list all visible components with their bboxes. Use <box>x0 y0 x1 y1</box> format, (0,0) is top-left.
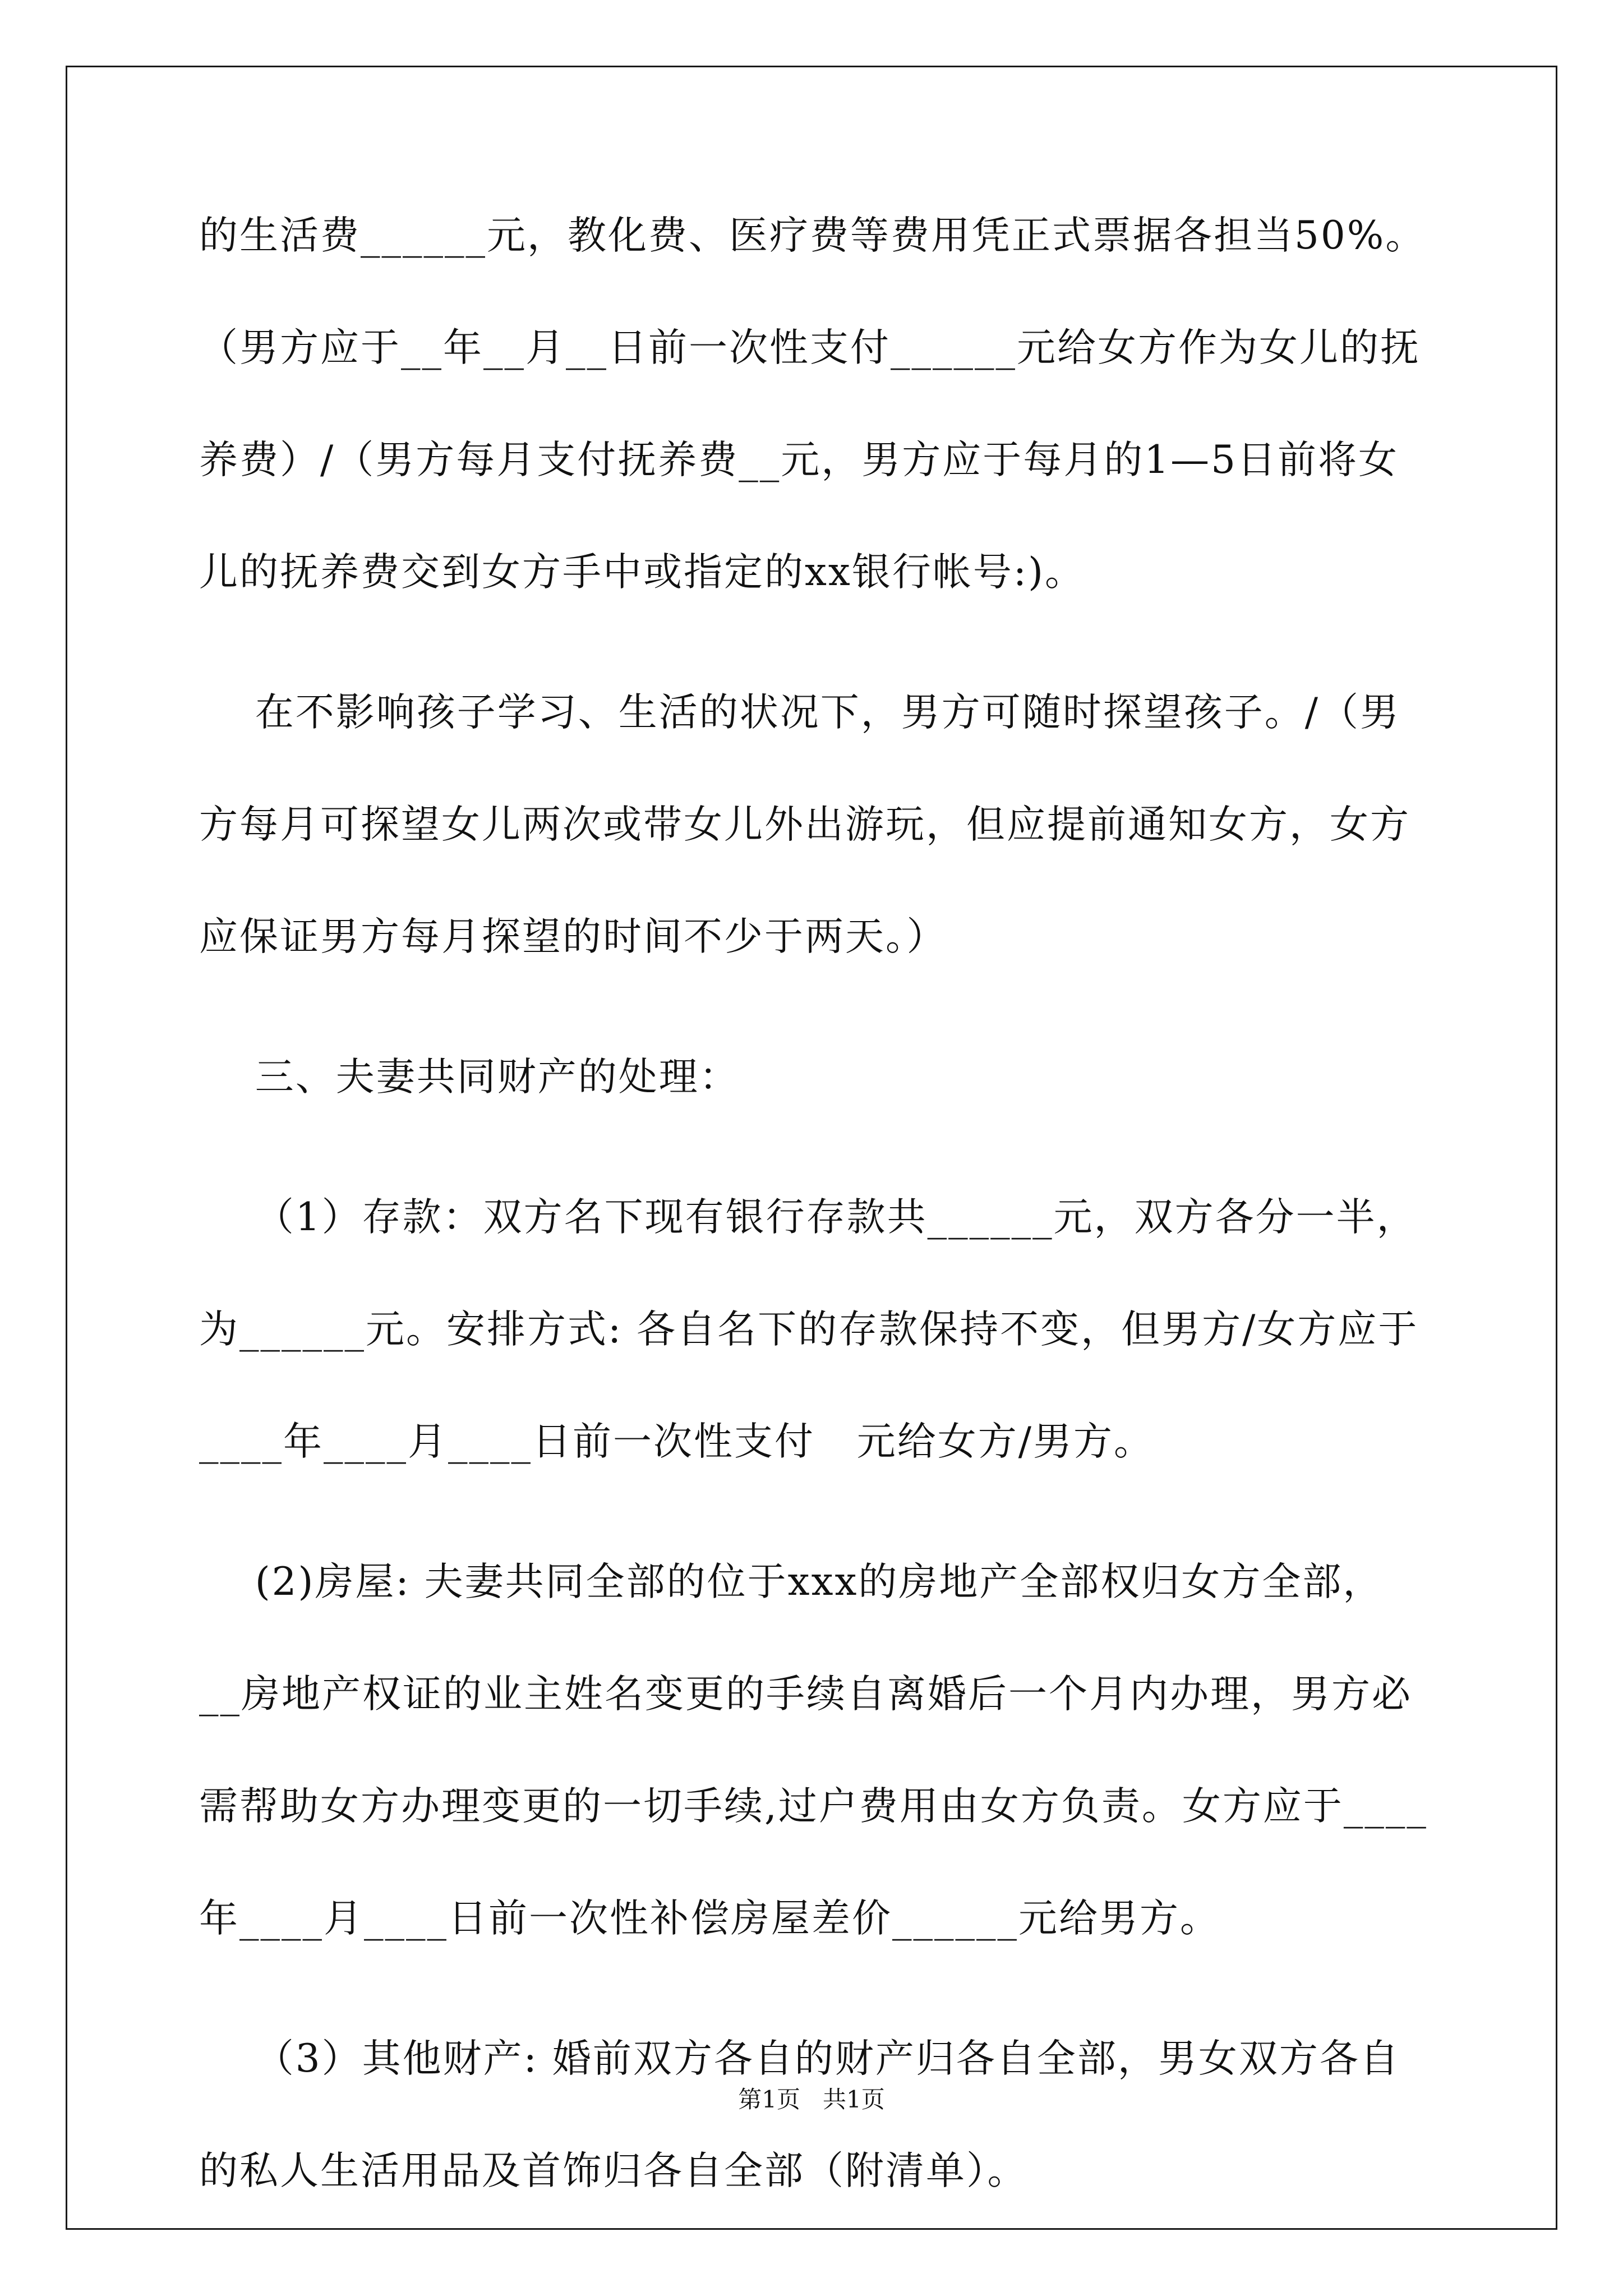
paragraph-line: 养费）/（男方每月支付抚养费__元，男方应于每月的1—5日前将女 <box>199 438 1399 482</box>
paragraph-line: __房地产权证的业主姓名变更的手续自离婚后一个月内办理，男方必 <box>199 1672 1412 1717</box>
paragraph-line: 的私人生活用品及首饰归各自全部（附清单）。 <box>199 2148 1028 2193</box>
paragraph-line: 应保证男方每月探望的时间不少于两天。） <box>199 914 947 959</box>
paragraph-line: (2)房屋: 夫妻共同全部的位于xxx的房地产全部权归女方全部， <box>199 1559 1384 1604</box>
paragraph-line: 在不影响孩子学习、生活的状况下，男方可随时探望孩子。/（男 <box>199 690 1400 735</box>
paragraph-line: 需帮助女方办理变更的一切手续,过户费用由女方负责。女方应于____ <box>199 1784 1428 1829</box>
paragraph-line: 的生活费______元，教化费、医疗费等费用凭正式票据各担当50%。 <box>199 213 1426 258</box>
paragraph-line: 儿的抚养费交到女方手中或指定的xx银行帐号:)。 <box>199 550 1085 595</box>
paragraph-line: （3）其他财产: 婚前双方各自的财产归各自全部，男女双方各自 <box>199 2036 1400 2081</box>
section-heading: 三、夫妻共同财产的处理： <box>199 1055 740 1099</box>
paragraph-line: ____年____月____日前一次性支付 元给女方/男方。 <box>199 1419 1155 1464</box>
paragraph-line: （1）存款：双方名下现有银行存款共______元，双方各分一半， <box>199 1195 1417 1240</box>
paragraph-line: 年____月____日前一次性补偿房屋差价______元给男方。 <box>199 1896 1220 1941</box>
paragraph-line: （男方应于__年__月__日前一次性支付______元给女方作为女儿的抚 <box>199 325 1421 370</box>
paragraph-line: 为______元。安排方式: 各自名下的存款保持不变，但男方/女方应于 <box>199 1307 1419 1352</box>
page-footer: 第1页 共1页 <box>738 2086 885 2113</box>
paragraph-line: 方每月可探望女儿两次或带女儿外出游玩，但应提前通知女方，女方 <box>199 802 1410 847</box>
